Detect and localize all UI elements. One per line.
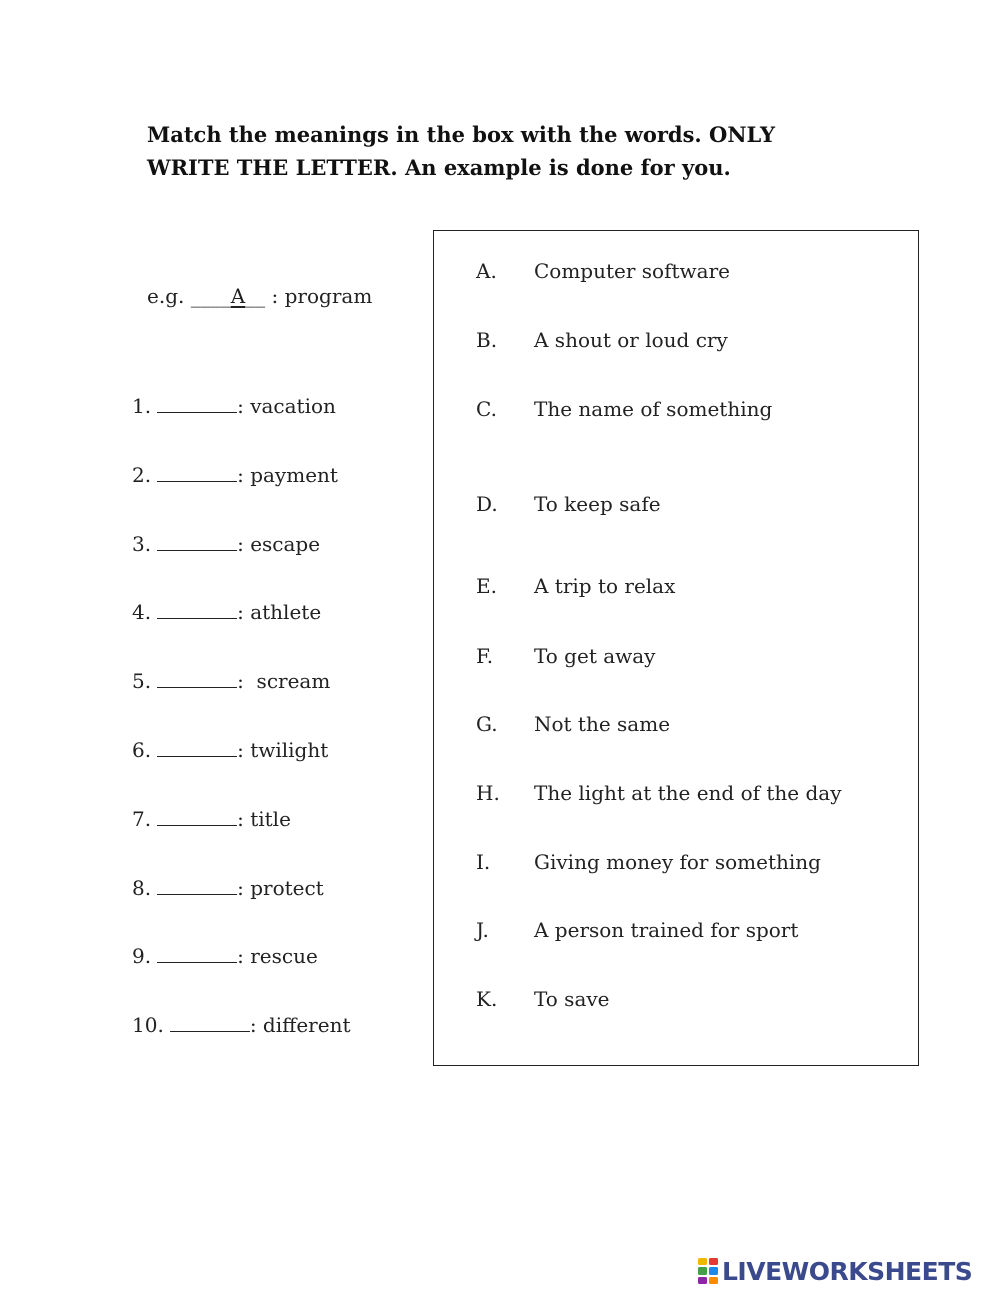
meaning-letter: I. — [476, 850, 491, 874]
answer-blank[interactable] — [157, 394, 237, 413]
example-prefix: e.g. ____ — [147, 284, 231, 308]
meaning-text: To keep safe — [534, 492, 661, 516]
meaning-text: A person trained for sport — [534, 918, 799, 942]
meaning-item — [476, 257, 730, 285]
word-item: 4. : athlete — [132, 600, 322, 625]
word-item: 3. : escape — [132, 531, 321, 556]
instructions-line-2: WRITE THE LETTER. An example is done for you. — [147, 155, 731, 180]
answer-blank[interactable] — [157, 532, 237, 551]
word-text: athlete — [250, 600, 322, 625]
meaning-text: The light at the end of the day — [534, 781, 842, 805]
meaning-text: The name of something — [534, 397, 773, 421]
meaning-text: Not the same — [534, 712, 671, 736]
meaning-text: To save — [534, 987, 610, 1011]
meaning-letter: E. — [476, 574, 497, 598]
meaning-letter: K. — [476, 987, 498, 1011]
meaning-item — [476, 779, 842, 807]
meaning-item — [476, 490, 661, 518]
example-item — [147, 284, 372, 308]
meaning-text: A trip to relax — [534, 574, 676, 598]
meaning-item — [476, 916, 798, 944]
meaning-item — [476, 395, 772, 423]
meaning-item — [476, 848, 821, 876]
word-text: vacation — [250, 394, 336, 418]
meaning-text: Giving money for something — [534, 850, 821, 874]
meaning-letter: D. — [476, 492, 498, 516]
word-text: title — [250, 806, 291, 831]
word-number: 9. — [132, 944, 152, 969]
word-item: 2. : payment — [132, 462, 338, 487]
word-item: 6. : twilight — [132, 737, 329, 762]
example-suffix: __ : program — [245, 284, 373, 308]
meaning-item — [476, 642, 655, 670]
word-number: 3. — [132, 531, 152, 556]
word-text: twilight — [250, 737, 329, 762]
word-number: 4. — [132, 600, 152, 625]
word-item: 10. : different — [132, 1013, 351, 1038]
word-number: 6. — [132, 737, 152, 762]
word-item: 8. : protect — [132, 875, 324, 900]
answer-blank[interactable] — [157, 944, 237, 963]
word-text: escape — [250, 531, 321, 556]
word-list — [132, 392, 350, 1080]
word-text: payment — [250, 462, 338, 487]
logo-text: LIVEWORKSHEETS — [722, 1256, 973, 1286]
word-text: protect — [250, 875, 324, 900]
answer-blank[interactable] — [157, 738, 237, 757]
meaning-letter: J. — [476, 918, 489, 942]
word-item: 9. : rescue — [132, 944, 318, 969]
meaning-letter: C. — [476, 397, 497, 421]
liveworksheets-logo-icon — [698, 1258, 718, 1284]
meaning-text: Computer software — [534, 259, 730, 283]
meaning-item — [476, 572, 675, 600]
word-number: 2. — [132, 462, 152, 487]
word-item: 5. : scream — [132, 669, 331, 694]
answer-blank[interactable] — [170, 1013, 250, 1032]
meaning-text: A shout or loud cry — [534, 328, 728, 352]
answer-blank[interactable] — [157, 463, 237, 482]
meaning-letter: B. — [476, 328, 498, 352]
meaning-item — [476, 710, 670, 738]
meaning-text: To get away — [534, 644, 656, 668]
answer-blank[interactable] — [157, 876, 237, 895]
meanings-box — [433, 230, 919, 1066]
meaning-letter: G. — [476, 712, 498, 736]
answer-blank[interactable] — [157, 600, 237, 619]
liveworksheets-logo — [698, 1256, 972, 1286]
word-number: 1. — [132, 394, 152, 418]
answer-blank[interactable] — [157, 669, 237, 688]
meaning-letter: A. — [476, 259, 497, 283]
word-text: scream — [250, 669, 331, 694]
meaning-letter: H. — [476, 781, 500, 805]
word-number: 10. — [132, 1013, 164, 1038]
instructions-line-1: Match the meanings in the box with the words. ONLY — [147, 122, 775, 147]
word-item: 1. : vacation — [132, 394, 336, 418]
meaning-letter: F. — [476, 644, 494, 668]
meaning-item — [476, 326, 728, 354]
word-text: different — [262, 1013, 351, 1038]
example-answer: A — [230, 284, 246, 308]
word-text: rescue — [250, 944, 318, 969]
word-item: 7. : title — [132, 806, 291, 831]
word-number: 5. — [132, 669, 152, 694]
word-number: 7. — [132, 806, 152, 831]
answer-blank[interactable] — [157, 807, 237, 826]
meaning-item — [476, 985, 610, 1013]
word-number: 8. — [132, 875, 152, 900]
instructions — [147, 118, 907, 184]
